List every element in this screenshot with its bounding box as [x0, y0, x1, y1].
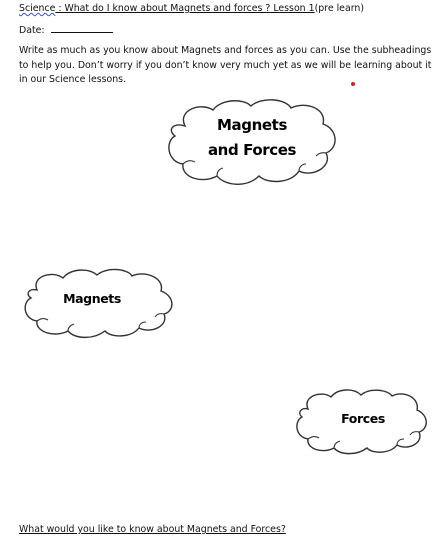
magnets-cloud-label: Magnets [63, 291, 121, 306]
subject-label: Science [19, 3, 56, 14]
instructions-paragraph: Write as much as you know about Magnets and forces as you can. Use the subheadings to help you. Don’t worry if you don’t know very much yet as we will be learning about it in our Science lessons. [19, 45, 432, 85]
magnets-cloud [19, 266, 177, 340]
date-label: Date: [19, 25, 45, 36]
forces-cloud-label: Forces [341, 411, 385, 426]
main-topic-cloud [163, 96, 341, 188]
date-blank-line[interactable] [51, 24, 113, 33]
forces-cloud [292, 387, 430, 457]
title-suffix: (pre learn) [314, 3, 364, 14]
red-marker-dot [351, 82, 355, 86]
date-row [19, 24, 113, 37]
main-cloud-line2: and Forces [207, 141, 297, 159]
follow-up-question: What would you like to know about Magnets and Forces? [19, 524, 286, 535]
title-text: : What do I know about Magnets and forces ? Lesson 1 [55, 3, 315, 14]
main-cloud-line1: Magnets [217, 116, 287, 134]
worksheet-title [19, 2, 364, 15]
